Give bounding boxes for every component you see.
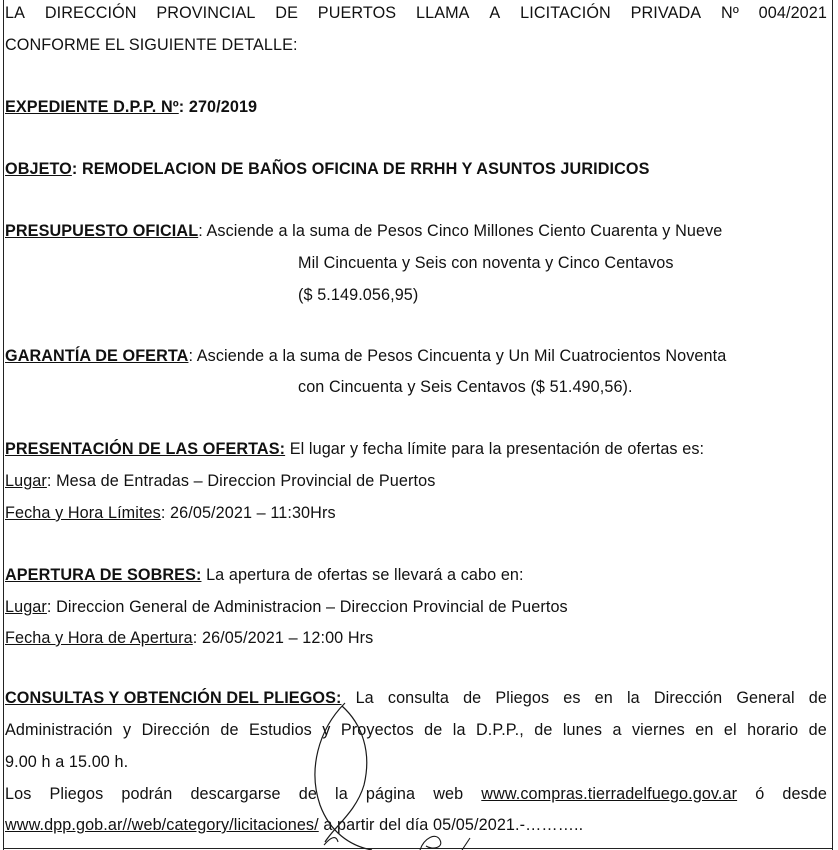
header-line1_words-word: Nº: [721, 4, 739, 22]
header-line1_words-word: PROVINCIAL: [156, 4, 256, 22]
consultas-label: CONSULTAS Y OBTENCIÓN DEL PLIEGOS:: [5, 689, 342, 707]
presentacion-lugar-value: : Mesa de Entradas – Direccion Provincial de Puertos: [46, 472, 436, 490]
presupuesto-line-2: Mil Cincuenta y Seis con noventa y Cinco Centavos: [298, 254, 674, 272]
consultas-line4_words-word: podrán: [121, 785, 173, 803]
garantia-text: : Asciende a la suma de Pesos Cincuenta y Un Mil Cuatrocientos Noventa: [188, 347, 727, 365]
page-border-bottom: [3, 848, 833, 849]
consultas-line4_words-word: página: [365, 785, 416, 803]
link-dpp[interactable]: www.dpp.gob.ar//web/category/licitaciones/: [5, 816, 319, 834]
apertura-fecha: [5, 629, 373, 648]
page-border-left: [3, 0, 4, 850]
consultas-line4_words-word: la: [335, 785, 348, 803]
expediente: [5, 98, 257, 117]
header-line1_words-word: 004/2021: [758, 4, 827, 22]
apertura-fecha-value: : 26/05/2021 – 12:00 Hrs: [192, 629, 374, 647]
presentacion-label: PRESENTACIÓN DE LAS OFERTAS:: [5, 440, 286, 458]
consultas-line-2: [5, 721, 827, 740]
header-line1_words-word: PRIVADA: [630, 4, 702, 22]
header-line1_words-word: A: [489, 4, 501, 22]
consultas-line1_words-word: La: [355, 689, 374, 707]
expediente-label: EXPEDIENTE D.P.P. Nº: [5, 98, 179, 116]
consultas-line1_words-word: la: [626, 689, 640, 707]
presupuesto-text: : Asciende a la suma de Pesos Cinco Millones Ciento Cuarenta y Nueve: [198, 222, 723, 240]
consultas-line4_words-word: web: [433, 785, 464, 803]
consultas-line2_words-word: Administración: [5, 721, 113, 739]
consultas-line1_words-word: de: [808, 689, 827, 707]
consultas-line2_words-word: Dirección: [141, 721, 210, 739]
consultas-line2_words-word: de: [220, 721, 239, 739]
consultas-line1_words-word: en: [594, 689, 613, 707]
apertura-lugar-label: Lugar: [5, 598, 47, 616]
presentacion-lugar: [5, 472, 435, 491]
apertura-line: [5, 566, 524, 585]
consultas-line2_words-word: viernes: [631, 721, 685, 739]
expediente-value: : 270/2019: [178, 98, 258, 116]
consultas-line2_words-word: Proyectos: [340, 721, 414, 739]
apertura-text: La apertura de ofertas se llevará a cabo en:: [201, 566, 524, 584]
consultas-line2_words-word: a: [612, 721, 622, 739]
presentacion-text: El lugar y fecha límite para la presentación de ofertas es:: [285, 440, 705, 458]
presentacion-fecha: [5, 504, 336, 523]
consultas-line2_words-word: y: [122, 721, 132, 739]
consultas-line1_words-word: General: [736, 689, 795, 707]
garantia-line-2: con Cincuenta y Seis Centavos ($ 51.490,56).: [298, 378, 633, 396]
header-line1_words-word: PUERTOS: [317, 4, 397, 22]
consultas-line2_words-word: de: [534, 721, 553, 739]
apertura-fecha-label: Fecha y Hora de Apertura: [5, 629, 193, 647]
presupuesto-label: PRESUPUESTO OFICIAL: [5, 222, 199, 240]
consultas-line4_words-word: descargarse: [190, 785, 281, 803]
header-line-2: CONFORME EL SIGUIENTE DETALLE:: [5, 36, 298, 54]
consultas-line1_words-word: Pliegos: [495, 689, 550, 707]
presentacion-line: [5, 440, 704, 459]
presentacion-fecha-value: : 26/05/2021 – 11:30Hrs: [160, 504, 336, 522]
consultas-line4_words-word: Pliegos: [49, 785, 104, 803]
consultas-desde: desde: [782, 785, 827, 803]
consultas-line4_words-word: Los: [5, 785, 32, 803]
objeto-label: OBJETO: [5, 160, 72, 178]
consultas-line2_words-word: horario: [747, 721, 799, 739]
consultas-line-5: [5, 816, 583, 835]
consultas-line1_words-word: es: [563, 689, 581, 707]
consultas-line1_words-word: de: [463, 689, 482, 707]
apertura-lugar-value: : Direccion General de Administracion – Direccion Provincial de Puertos: [46, 598, 568, 616]
header-line1_words-word: LICITACIÓN: [520, 4, 611, 22]
consultas-or: ó: [755, 785, 765, 803]
link-compras[interactable]: www.compras.tierradelfuego.gov.ar: [481, 785, 738, 803]
consultas-line2_words-word: de: [808, 721, 827, 739]
header-line-1: [5, 4, 827, 23]
page-border-right: [832, 0, 833, 850]
consultas-line2_words-word: Estudios: [248, 721, 312, 739]
consultas-line2_words-word: lunes: [562, 721, 603, 739]
presentacion-fecha-label: Fecha y Hora Límites: [5, 504, 161, 522]
header-line1_words-word: LLAMA: [416, 4, 470, 22]
header-line1_words-word: DE: [275, 4, 298, 22]
garantia-label: GARANTÍA DE OFERTA: [5, 347, 189, 365]
consultas-line1_words-word: Dirección: [653, 689, 723, 707]
consultas-line-1: [5, 689, 827, 708]
presupuesto-line-1: [5, 222, 722, 241]
objeto: [5, 160, 649, 179]
consultas-line2_words-word: la: [452, 721, 466, 739]
consultas-line2_words-word: D.P.P.,: [476, 721, 524, 739]
consultas-line4_words-word: de: [298, 785, 317, 803]
consultas-line2_words-word: en: [695, 721, 714, 739]
consultas-line1_words-word: consulta: [387, 689, 449, 707]
consultas-line2_words-word: y: [322, 721, 331, 739]
consultas-line-5-text: a partir del día 05/05/2021.-………..: [318, 816, 584, 834]
apertura-label: APERTURA DE SOBRES:: [5, 566, 202, 584]
consultas-line2_words-word: el: [723, 721, 737, 739]
garantia-line-1: [5, 347, 726, 366]
header-line1_words-word: DIRECCIÓN: [44, 4, 137, 22]
presupuesto-line-3: ($ 5.149.056,95): [298, 286, 419, 304]
consultas-line2_words-word: de: [424, 721, 443, 739]
objeto-value: : REMODELACION DE BAÑOS OFICINA DE RRHH Y ASUNTOS JURIDICOS: [71, 160, 650, 178]
apertura-lugar: [5, 598, 568, 617]
presentacion-lugar-label: Lugar: [5, 472, 47, 490]
consultas-line-3: 9.00 h a 15.00 h.: [5, 753, 129, 771]
header-line1_words-word: LA: [5, 4, 25, 22]
consultas-line-4: [5, 785, 827, 804]
